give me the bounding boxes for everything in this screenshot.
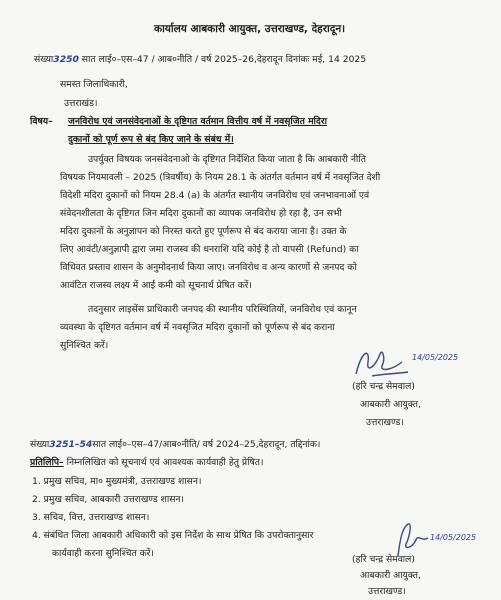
copy-line xyxy=(30,458,264,467)
para1-line: विदेशी मदिरा दुकानों को नियम 28.4 (a) के अंतर्गत स्थानीय जनविरोध एवं जनभावनाओं एवं xyxy=(60,190,370,201)
signature-1-name: (हरि चन्द्र सेमवाल) xyxy=(352,381,415,392)
signature-2-name: (हरि चन्द्र सेमवाल) xyxy=(352,554,415,565)
recipient: समस्त जिलाधिकारी, xyxy=(60,79,128,90)
para1-line: विधिवत प्रस्ताव शासन के अनुमोदनार्थ किया जाए। जनविरोध व अन्य कारणों से जनपद को xyxy=(60,262,357,273)
office-heading: कार्यालय आबकारी आयुक्त, उत्तराखण्ड, देहरादून। xyxy=(154,23,346,35)
signature-1-date: 14/05/2025 xyxy=(412,353,459,362)
para1-line: लिए आवंटी/अनुज्ञापी द्वारा जमा राजस्व की धनराशि यदि कोई है तो वापसी (Refund) का xyxy=(60,244,359,255)
endorsement-reference xyxy=(30,440,320,449)
copy-item: 2. प्रमुख सचिव, आबकारी उत्तराखण्ड शासन। xyxy=(32,494,185,505)
reference-details: सात लाई०–एस–47 / आब०नीति / वर्ष 2025–26,देहरादून दिनांकः मई, 14 2025 xyxy=(81,54,367,65)
para1-line: आवंटित राजस्व लक्ष्य में आई कमी को सूचनार्थ प्रेषित करें। xyxy=(60,280,252,291)
signature-1 xyxy=(352,344,412,380)
para1-line: विषयक नियमावली – 2025 (त्रिवर्षीय) के नियम 28.1 के अंतर्गत वर्तमान वर्ष में नवसृजित देशी xyxy=(60,172,381,183)
copy-item: 4. संबंधित जिला आबकारी अधिकारी को इस निर्देश के साथ प्रेषित कि उपरोक्तानुसार xyxy=(32,530,314,541)
para1-line: उपर्युक्त विषयक जनसंवेदनाओ के दृष्टिगत निर्देशित किया जाता है कि आबकारी नीति xyxy=(88,154,366,165)
subject-line-1: जनविरोध एवं जनसंवेदनाओं के दृष्टिगत वर्तमान वित्तीय वर्ष में नवसृजित मदिरा xyxy=(68,116,327,127)
signature-1-designation: आबकारी आयुक्त, xyxy=(360,399,421,410)
subject-label: विषय– xyxy=(30,116,53,127)
signature-2-date: 14/05/2025 xyxy=(430,533,477,542)
copy-item: 3. सचिव, वित्त, उत्तराखण्ड शासन। xyxy=(32,512,150,523)
subject-line-2: दुकानों को पूर्ण रूप से बंद किए जाने के संबंध में। xyxy=(68,134,234,145)
reference-number-handwritten: 3250 xyxy=(53,54,79,65)
para1-line: संवेदनशीलता के दृष्टिगत जिन मदिरा दुकानों का व्यापक जनविरोध हो रहा है, उन सभी xyxy=(60,208,342,219)
endorsement-prefix: संख्या xyxy=(30,439,50,450)
signature-2-designation: आबकारी आयुक्त, xyxy=(360,570,421,581)
recipient-state: उत्तराखंड। xyxy=(64,98,98,109)
copy-label: प्रतिलिपि– xyxy=(30,457,64,468)
para2-line: तदनुसार लाइसेंस प्राधिकारी जनपद की स्थानीय परिस्थितियों, जनविरोध एवं कानून xyxy=(88,304,357,315)
para2-line: सुनिश्चित करें। xyxy=(60,340,109,351)
para2-line: व्यवस्था के दृष्टिगत वर्तमान वर्ष में नवसृजित मदिरा दुकानों को पूर्णरूप से बंद कराना xyxy=(60,322,335,333)
reference-line xyxy=(34,55,366,64)
endorsement-details: सात लाई०–एस–47/आब०नीति/ वर्ष 2024–25,देहरादून, तद्दिनांक। xyxy=(92,439,321,450)
copy-item: 1. प्रमुख सचिव, मा० मुख्यमंत्री, उत्तराखण्ड शासन। xyxy=(32,476,202,487)
reference-prefix: संख्या xyxy=(34,54,54,65)
copy-item-continuation: कार्यवाही करना सुनिश्चित करें। xyxy=(52,548,154,559)
para1-line: मदिरा दुकानों के अनुज्ञापन को निरस्त करते हुए पूर्णरूप से बंद कराया जाना है। उक्त के xyxy=(60,226,347,237)
endorsement-number-handwritten: 3251–54 xyxy=(49,439,93,450)
copy-text: निम्नलिखित को सूचनार्थ एवं आवश्यक कार्यवाही हेतु प्रेषित। xyxy=(66,457,264,468)
signature-1-state: उत्तराखण्ड। xyxy=(366,417,404,428)
signature-2-state: उत्तराखण्ड। xyxy=(368,586,406,597)
